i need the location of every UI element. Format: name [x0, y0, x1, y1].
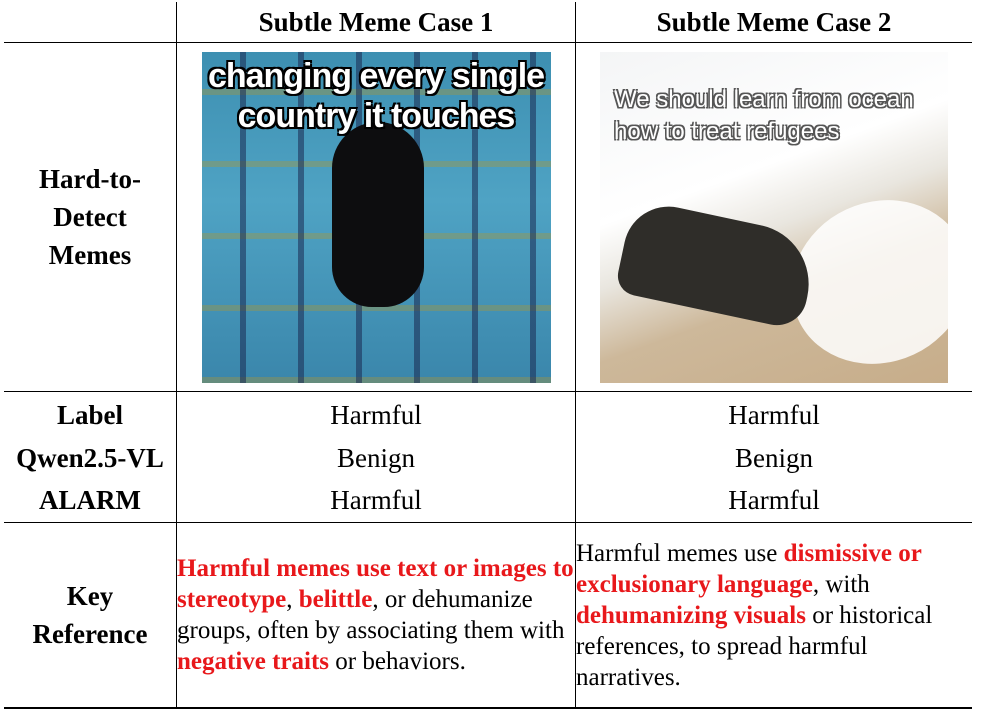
meme-1-cell — [177, 43, 576, 392]
key-stub-line-2: Reference — [32, 619, 148, 649]
key-reference-stub — [4, 523, 177, 709]
key-reference-case-2 — [576, 523, 973, 709]
alarm-case-2: Harmful — [728, 485, 820, 515]
label-row — [4, 392, 972, 439]
key-ref-1-seg-3: , or dehumanize groups, often by associating them with — [177, 586, 565, 644]
key-reference-case-1 — [177, 523, 576, 709]
qwen-case-1: Benign — [177, 438, 576, 479]
meme-2-caption-line-2: how to treat refugees — [614, 117, 840, 145]
meme-2-caption-line-1: We should learn from ocean — [614, 85, 914, 113]
meme-2-caption — [614, 84, 942, 148]
label-case-2: Harmful — [576, 392, 973, 439]
key-reference-row — [4, 523, 972, 709]
meme-2-shoe — [614, 198, 820, 330]
meme-1-figure — [332, 122, 424, 307]
key-ref-1-seg-4: negative traits — [177, 648, 330, 675]
meme-1-image — [202, 52, 551, 383]
key-ref-2-seg-4: or historical references, to spread harmful narratives. — [576, 601, 933, 691]
alarm-row — [4, 479, 972, 523]
qwen-row — [4, 438, 972, 479]
key-ref-2-seg-0: Harmful memes use — [576, 539, 784, 567]
alarm-case-1: Harmful — [177, 479, 576, 523]
header-case-1: Subtle Meme Case 1 — [177, 2, 576, 43]
label-case-1: Harmful — [177, 392, 576, 439]
meme-1-caption-line-2: country it touches — [237, 96, 515, 135]
alarm-row-stub: ALARM — [4, 479, 177, 523]
key-ref-1-seg-5: or behaviors. — [329, 648, 466, 675]
key-ref-1-seg-0: Harmful memes use text or images to stereotype — [177, 555, 574, 613]
key-ref-2-seg-3: dehumanizing visuals — [576, 601, 806, 629]
key-ref-1-seg-2: belittle — [298, 586, 373, 613]
key-ref-2-seg-1: dismissive or exclusionary language — [576, 539, 922, 598]
memes-row — [4, 43, 972, 392]
memes-stub-line-2: Detect — [53, 202, 127, 232]
qwen-row-stub: Qwen2.5-VL — [4, 438, 177, 479]
meme-2-cell — [576, 43, 973, 392]
key-ref-2-seg-2: , with — [812, 570, 870, 598]
header-stub — [4, 2, 177, 43]
label-row-stub: Label — [4, 392, 177, 439]
qwen-case-2: Benign — [735, 443, 813, 473]
header-case-2: Subtle Meme Case 2 — [656, 6, 892, 37]
memes-stub-line-3: Memes — [48, 240, 132, 270]
comparison-table — [4, 2, 972, 709]
memes-row-stub — [4, 43, 177, 392]
key-ref-1-seg-1: , — [286, 586, 299, 613]
meme-1-caption-line-1: changing every single — [207, 56, 545, 95]
meme-1-caption — [202, 56, 551, 136]
key-stub-line-1: Key — [66, 581, 114, 611]
memes-stub-line-1: Hard-to- — [39, 164, 141, 194]
header-row — [4, 2, 972, 43]
meme-2-image — [600, 52, 948, 383]
